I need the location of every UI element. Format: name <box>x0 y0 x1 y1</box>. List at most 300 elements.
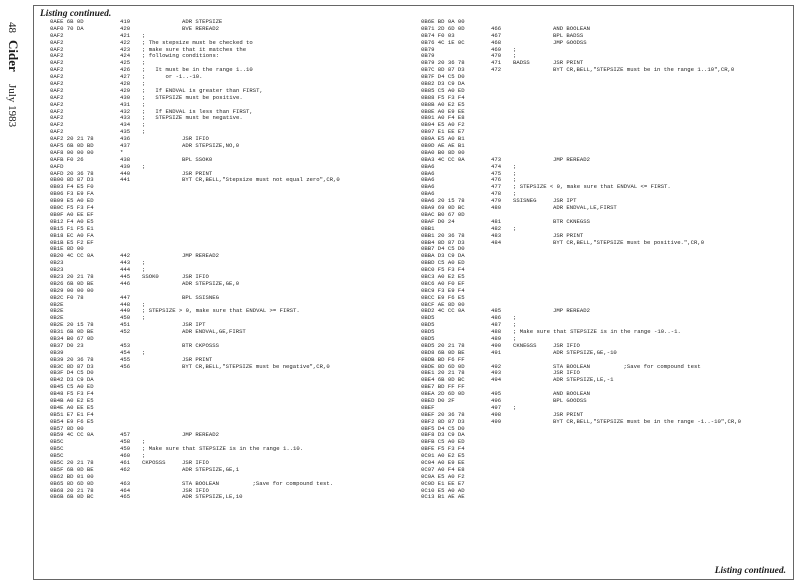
code-line <box>50 432 390 439</box>
code-text: JSR IFIO <box>182 459 209 466</box>
code-line-number: 478 <box>491 190 502 198</box>
code-line <box>50 336 390 343</box>
code-label: ; <box>513 224 517 232</box>
code-line <box>421 295 781 302</box>
code-line <box>50 53 390 60</box>
code-line <box>421 74 781 81</box>
code-line <box>421 308 781 315</box>
code-address: 0BA6 20 15 78 <box>421 197 465 205</box>
page-number: 48 <box>6 22 18 33</box>
code-line-number: 435 <box>120 128 131 136</box>
code-line-number: 456 <box>120 362 131 370</box>
code-address: 0B34 B0 67 0D <box>50 334 94 342</box>
code-line-number: 493 <box>491 369 502 377</box>
code-address: 0B79 <box>421 52 435 60</box>
code-line <box>50 177 390 184</box>
code-line <box>421 432 781 439</box>
code-address: 0B2E 20 15 78 <box>50 321 94 329</box>
code-line-number: 449 <box>120 307 131 315</box>
code-label: ; <box>142 100 146 108</box>
code-address: 0B2E <box>50 300 64 308</box>
code-line <box>421 267 781 274</box>
code-line <box>421 150 781 157</box>
code-line-number: 423 <box>120 45 131 53</box>
code-text: JMP REREAD2 <box>182 431 219 439</box>
code-address: 0BFB C5 A0 ED <box>421 438 465 446</box>
code-text: BYT CR,BELL,"STEPSIZE must be in the range 1..10",CR,0 <box>553 66 735 74</box>
code-address: 0B82 D3 C9 DA <box>421 80 465 88</box>
code-address: 0B2E <box>50 314 64 322</box>
code-line <box>50 233 390 240</box>
code-line <box>50 391 390 398</box>
code-line-number: 479 <box>491 197 502 205</box>
code-label: CKNEGSS <box>513 341 537 349</box>
listing-footer: Listing continued. <box>714 566 786 576</box>
code-address: 0BE7 BD FF FF <box>421 383 465 391</box>
code-line <box>50 384 390 391</box>
code-line <box>421 47 781 54</box>
code-address: 0BF5 D4 C5 D0 <box>421 424 465 432</box>
code-label: ; <box>513 176 517 184</box>
code-address: 0B1B E5 F2 EF <box>50 238 94 246</box>
code-text: JSR PRINT <box>182 169 213 177</box>
code-address: 0B5C <box>50 445 64 453</box>
code-label: ; STEPSIZE must be positive. <box>142 93 243 101</box>
code-line-number: 484 <box>491 238 502 246</box>
listing-left-column <box>50 19 390 501</box>
code-text: BTR CKPOSSS <box>182 341 219 349</box>
code-line <box>421 136 781 143</box>
code-address: 0BC6 A0 F0 EF <box>421 279 465 287</box>
code-address: 0C0D E1 EE E7 <box>421 479 465 487</box>
code-text: JMP GOODSS <box>553 38 587 46</box>
code-line <box>50 329 390 336</box>
code-address: 0BD5 <box>421 321 435 329</box>
code-address: 0B15 F1 F5 E1 <box>50 224 94 232</box>
code-label: ; <box>142 259 146 267</box>
code-label: ; or -1..-10. <box>142 73 203 81</box>
code-address: 0B48 F5 F3 F4 <box>50 390 94 398</box>
code-line-number: 488 <box>491 328 502 336</box>
code-address: 0AF2 <box>50 38 64 46</box>
code-line <box>421 446 781 453</box>
code-address: 0B9D AE AE B1 <box>421 142 465 150</box>
code-text: BPL SSISNEG <box>182 293 219 301</box>
code-label: ; <box>142 300 146 308</box>
code-line <box>50 246 390 253</box>
code-line <box>421 143 781 150</box>
code-address: 0AF2 <box>50 59 64 67</box>
code-line-number: 477 <box>491 183 502 191</box>
code-text: JSR IPT <box>182 321 206 329</box>
magazine-logo: Cider <box>6 40 21 72</box>
code-label: ; If ENDVAL is less than FIRST, <box>142 107 253 115</box>
code-line-number: 431 <box>120 100 131 108</box>
code-label: ; STEPSIZE must be negative. <box>142 114 243 122</box>
code-address: 0BA6 <box>421 190 435 198</box>
code-address: 0B57 8D 00 <box>50 424 84 432</box>
code-address: 0BA6 <box>421 183 435 191</box>
code-line <box>421 157 781 164</box>
code-address: 0AF2 <box>50 45 64 53</box>
code-address: 0B94 E5 A0 F2 <box>421 121 465 129</box>
code-address: 0BEF 20 36 78 <box>421 410 465 418</box>
code-text: BVE REREAD2 <box>182 24 219 32</box>
code-label: ; <box>142 438 146 446</box>
code-line <box>421 122 781 129</box>
code-address: 0C04 A0 E9 EE <box>421 459 465 466</box>
code-address: 0B8B A0 E2 E5 <box>421 100 465 108</box>
code-address: 0B31 6B 0D BE <box>50 328 94 336</box>
code-address: 0B26 6B 0D BE <box>50 279 94 287</box>
code-line <box>421 350 781 357</box>
code-line <box>50 240 390 247</box>
code-address: 0AFD <box>50 162 64 170</box>
code-line-number: 487 <box>491 321 502 329</box>
code-line <box>50 343 390 350</box>
code-address: 0BE1 20 21 78 <box>421 369 465 377</box>
code-line <box>421 240 781 247</box>
code-address: 0B5C 20 21 78 <box>50 459 94 466</box>
code-address: 0BE4 6B 0D BC <box>421 376 465 384</box>
code-line <box>50 129 390 136</box>
code-address: 0BCC E9 F6 E5 <box>421 293 465 301</box>
code-line-number: 475 <box>491 169 502 177</box>
code-line <box>421 405 781 412</box>
code-line-number: 472 <box>491 66 502 74</box>
code-address: 0AF8 00 00 00 <box>50 148 94 156</box>
code-address: 0B5C <box>50 452 64 460</box>
code-line-number: 455 <box>120 355 131 363</box>
code-address: 0BA6 <box>421 176 435 184</box>
code-line <box>50 370 390 377</box>
code-line <box>50 157 390 164</box>
code-address: 0AF2 <box>50 93 64 101</box>
code-text: JSR IFIO <box>553 369 580 377</box>
listing-right-column <box>421 19 781 501</box>
code-line-number: 494 <box>491 376 502 384</box>
code-line <box>50 19 390 26</box>
code-line <box>50 212 390 219</box>
code-line <box>50 315 390 322</box>
code-text: ADR STEPSIZE,LE,-1 <box>553 376 614 384</box>
code-text: BYT CR,BELL,"STEPSIZE must be negative",CR,0 <box>182 362 330 370</box>
code-label: ; <box>513 169 517 177</box>
code-address: 0AF2 <box>50 128 64 136</box>
code-line-number: 441 <box>120 176 131 184</box>
code-address: 0AF2 <box>50 100 64 108</box>
code-line <box>50 253 390 260</box>
code-text: STA BOOLEAN ;Save for compound test. <box>182 479 334 487</box>
code-line <box>50 405 390 412</box>
code-address: 0BD5 <box>421 314 435 322</box>
code-label: ; The stepsize must be checked to <box>142 38 253 46</box>
code-line <box>421 226 781 233</box>
listing-header: Listing continued. <box>40 9 112 19</box>
code-line-number: 459 <box>120 445 131 453</box>
code-text: ADR ENDVAL,LE,FIRST <box>553 204 617 212</box>
code-line <box>50 184 390 191</box>
code-text: JSR IFIO <box>182 135 209 143</box>
code-address: 0BA0 B0 8D 00 <box>421 148 465 156</box>
code-line-number: 433 <box>120 114 131 122</box>
code-text: ADR ENDVAL,GE,FIRST <box>182 328 246 336</box>
code-address: 0B03 F4 E5 F0 <box>50 183 94 191</box>
code-line-number: 467 <box>491 31 502 39</box>
code-line <box>421 205 781 212</box>
code-line-number: 421 <box>120 31 131 39</box>
code-line <box>421 95 781 102</box>
code-address: 0B7F D4 C5 D0 <box>421 73 465 81</box>
code-line <box>421 115 781 122</box>
code-address: 0B8E A0 E9 EE <box>421 107 465 115</box>
code-line <box>50 150 390 157</box>
code-line-number: 491 <box>491 348 502 356</box>
code-address: 0BC9 F3 E9 F4 <box>421 286 465 294</box>
code-line <box>421 274 781 281</box>
code-line <box>421 191 781 198</box>
code-line <box>50 74 390 81</box>
code-line <box>421 19 781 26</box>
code-line-number: 442 <box>120 252 131 260</box>
code-line-number: 497 <box>491 403 502 411</box>
code-address: 0BDB BD F6 FF <box>421 355 465 363</box>
code-address: 0BED D0 2F <box>421 396 455 404</box>
code-address: 0B39 20 36 78 <box>50 355 94 363</box>
code-address: 0BB7 D4 C5 D0 <box>421 245 465 253</box>
code-line <box>421 426 781 433</box>
code-line-number: 452 <box>120 328 131 336</box>
code-address: 0BB4 8D 87 D3 <box>421 238 465 246</box>
code-line <box>50 219 390 226</box>
code-line-number: 498 <box>491 410 502 418</box>
code-line <box>50 47 390 54</box>
code-line <box>421 439 781 446</box>
code-line-number: 425 <box>120 59 131 67</box>
code-address: 0B23 <box>50 266 64 274</box>
code-line <box>50 95 390 102</box>
code-address: 0AFD 20 36 78 <box>50 169 94 177</box>
code-line-number: 463 <box>120 479 131 487</box>
code-address: 0BD8 6B 0D BE <box>421 348 465 356</box>
code-address: 0B1E 8D 00 <box>50 245 84 253</box>
code-address: 0B0F A0 EE EF <box>50 210 94 218</box>
code-address: 0B91 A0 F4 E8 <box>421 114 465 122</box>
code-line <box>50 143 390 150</box>
code-line-number: 480 <box>491 204 502 212</box>
code-label: ; <box>142 121 146 129</box>
code-line <box>421 474 781 481</box>
code-address: 0B62 BD 01 00 <box>50 472 94 480</box>
code-text: JMP REREAD2 <box>553 307 590 315</box>
code-address: 0BAC B0 67 0D <box>421 210 465 218</box>
code-line <box>50 198 390 205</box>
side-margin <box>2 22 28 202</box>
code-line-number: * <box>120 148 124 156</box>
code-line <box>50 494 390 501</box>
code-line <box>421 33 781 40</box>
code-address: 0B3C 8D 87 D3 <box>50 362 94 370</box>
code-line-number: 450 <box>120 314 131 322</box>
code-address: 0B2C F0 78 <box>50 293 84 301</box>
code-text: STA BOOLEAN ;Save for compound test <box>553 362 701 370</box>
code-address: 0BA3 4C CC 0A <box>421 155 465 163</box>
code-line <box>50 26 390 33</box>
code-address: 0B76 4C 1E 0C <box>421 38 465 46</box>
code-line <box>50 481 390 488</box>
code-line <box>421 377 781 384</box>
code-line <box>421 246 781 253</box>
code-line <box>50 446 390 453</box>
code-line <box>421 67 781 74</box>
code-line <box>421 171 781 178</box>
code-label: ; <box>513 314 517 322</box>
code-line <box>421 184 781 191</box>
code-line <box>421 129 781 136</box>
code-label: ; <box>513 190 517 198</box>
code-label: ; Make sure that STEPSIZE is in the range -10..-1. <box>513 328 681 336</box>
code-line-number: 499 <box>491 417 502 425</box>
code-address: 0BDE 8D 6D 0D <box>421 362 465 370</box>
code-line <box>421 88 781 95</box>
code-label: ; <box>513 334 517 342</box>
code-address: 0B3F D4 C5 D0 <box>50 369 94 377</box>
code-line-number: 419 <box>120 18 131 25</box>
code-address: 0B85 C5 A0 ED <box>421 86 465 94</box>
code-line-number: 490 <box>491 341 502 349</box>
code-line <box>50 115 390 122</box>
code-line-number: 468 <box>491 38 502 46</box>
code-line-number: 466 <box>491 24 502 32</box>
code-line-number: 445 <box>120 272 131 280</box>
code-line <box>50 350 390 357</box>
code-text: ADR STEPSIZE,LE,10 <box>182 493 243 501</box>
code-address: 0B51 E7 E1 F4 <box>50 410 94 418</box>
code-line <box>421 26 781 33</box>
code-line <box>421 315 781 322</box>
code-address: 0B0C F5 F3 F4 <box>50 204 94 212</box>
code-address: 0AEE 6B 0D <box>50 18 84 25</box>
code-line <box>50 122 390 129</box>
code-address: 0C10 E5 A0 AD <box>421 486 465 494</box>
code-address: 0AF2 <box>50 66 64 74</box>
code-address: 0BB1 <box>421 224 435 232</box>
code-line <box>421 467 781 474</box>
code-text: JSR IFIO <box>182 272 209 280</box>
code-line <box>50 419 390 426</box>
code-line-number: 465 <box>120 493 131 501</box>
code-line-number: 492 <box>491 362 502 370</box>
code-address: 0BF2 8D 87 D3 <box>421 417 465 425</box>
code-address: 0B65 8D 6D 0D <box>50 479 94 487</box>
code-address: 0B9A E5 A0 B1 <box>421 135 465 143</box>
code-address: 0AF2 <box>50 121 64 129</box>
code-line-number: 427 <box>120 73 131 81</box>
code-address: 0BFE F5 F3 F4 <box>421 445 465 453</box>
code-line-number: 438 <box>120 155 131 163</box>
code-address: 0BEA 2D 6D 0D <box>421 390 465 398</box>
code-label: ; <box>513 321 517 329</box>
code-address: 0B6E BD 0A 00 <box>421 18 465 25</box>
code-line <box>421 260 781 267</box>
code-line <box>421 212 781 219</box>
code-address: 0B20 4C CC 0A <box>50 252 94 260</box>
code-address: 0B71 2D 6D 0D <box>421 24 465 32</box>
code-address: 0B45 C5 A0 ED <box>50 383 94 391</box>
code-line-number: 462 <box>120 465 131 473</box>
code-line-number: 485 <box>491 307 502 315</box>
code-line <box>421 40 781 47</box>
code-address: 0B97 E1 EE E7 <box>421 128 465 136</box>
code-address: 0BA6 <box>421 162 435 170</box>
code-line <box>50 308 390 315</box>
code-text: BTR CKNEGSS <box>553 217 590 225</box>
code-text: JSR IFIO <box>182 486 209 494</box>
code-text: BPL GOODSS <box>553 396 587 404</box>
code-address: 0BAF D0 24 <box>421 217 455 225</box>
code-line-number: 489 <box>491 334 502 342</box>
code-address: 0B88 F5 F3 F4 <box>421 93 465 101</box>
code-line-number: 461 <box>120 459 131 466</box>
code-label: ; <box>142 128 146 136</box>
code-text: BYT CR,BELL,"STEPSIZE must be positive.",CR,0 <box>553 238 705 246</box>
issue-date: July 1983 <box>6 84 18 128</box>
code-address: 0AF0 70 DA <box>50 24 84 32</box>
code-line <box>50 67 390 74</box>
code-line-number: 439 <box>120 162 131 170</box>
code-address: 0C07 A0 F4 E8 <box>421 465 465 473</box>
code-label: ; following conditions: <box>142 52 220 60</box>
code-address: 0C01 A0 E2 E5 <box>421 452 465 460</box>
code-line <box>421 302 781 309</box>
code-line-number: 482 <box>491 224 502 232</box>
code-line-number: 424 <box>120 52 131 60</box>
code-line-number: 483 <box>491 231 502 239</box>
code-line-number: 471 <box>491 59 502 67</box>
code-line-number: 451 <box>120 321 131 329</box>
code-label: ; If ENDVAL is greater than FIRST, <box>142 86 263 94</box>
code-line-number: 495 <box>491 390 502 398</box>
code-line-number: 476 <box>491 176 502 184</box>
code-line-number: 454 <box>120 348 131 356</box>
code-text: ADR STEPSIZE,GE,1 <box>182 465 240 473</box>
code-address: 0BA6 <box>421 169 435 177</box>
code-line <box>421 336 781 343</box>
code-text: JMP REREAD2 <box>182 252 219 260</box>
code-address: 0BD5 20 21 78 <box>421 341 465 349</box>
code-line-number: 426 <box>120 66 131 74</box>
code-line <box>421 253 781 260</box>
code-line <box>50 205 390 212</box>
code-text: ADR STEPSIZE,GE,0 <box>182 279 240 287</box>
code-address: 0B29 00 00 00 <box>50 286 94 294</box>
code-address: 0AF2 <box>50 52 64 60</box>
code-label: ; <box>513 52 517 60</box>
code-label: ; make sure that it matches the <box>142 45 247 53</box>
code-line <box>50 260 390 267</box>
code-line-number: 422 <box>120 38 131 46</box>
code-address: 0B00 8D 87 D3 <box>50 176 94 184</box>
code-label: ; <box>513 403 517 411</box>
code-label: ; <box>142 31 146 39</box>
code-line-number: 496 <box>491 396 502 404</box>
code-address: 0B7C 8D 87 D3 <box>421 66 465 74</box>
code-address: 0B2E <box>50 307 64 315</box>
code-address: 0AF2 <box>50 73 64 81</box>
code-address: 0B37 D0 23 <box>50 341 84 349</box>
code-address: 0BA9 69 0D BC <box>421 204 465 212</box>
code-label: ; <box>513 162 517 170</box>
